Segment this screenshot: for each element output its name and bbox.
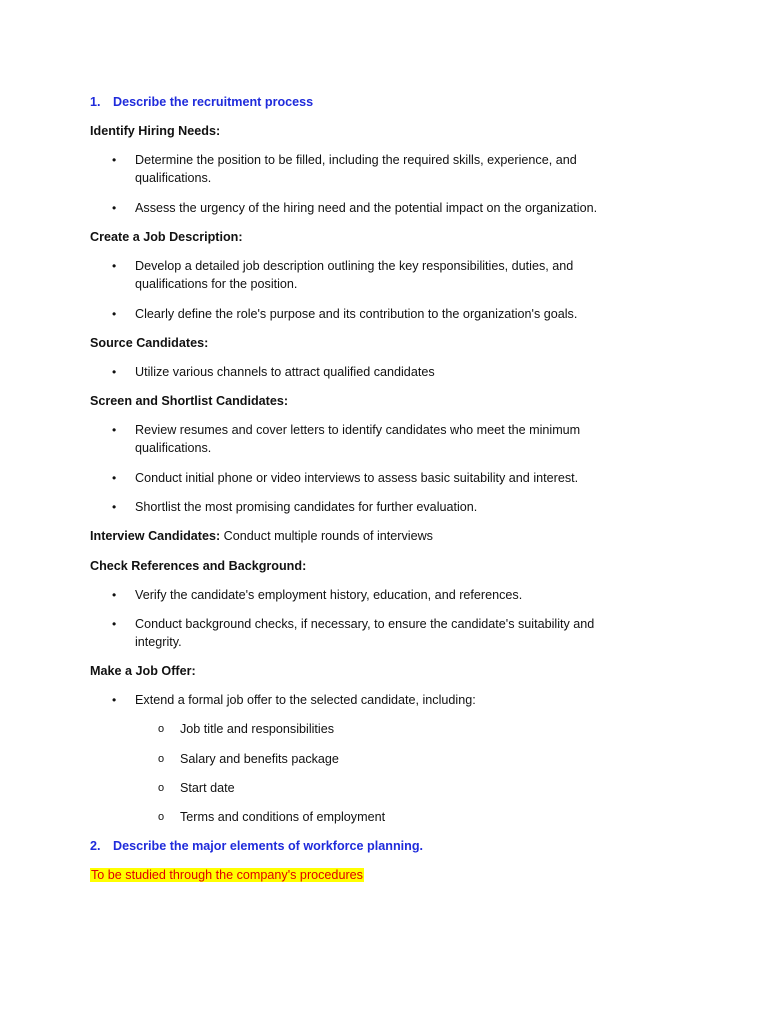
sub-list-item-text: Salary and benefits package bbox=[180, 752, 339, 766]
list-item-text: Verify the candidate's employment history, education, and references. bbox=[135, 588, 523, 602]
list-item-text: Conduct background checks, if necessary, to ensure the candidate's suitability and integrity. bbox=[135, 617, 595, 649]
section-title-hiring-needs: Identify Hiring Needs: bbox=[90, 124, 221, 138]
bullet-icon: • bbox=[112, 259, 117, 273]
section-title-screen-shortlist: Screen and Shortlist Candidates: bbox=[90, 394, 289, 408]
circle-bullet-icon: o bbox=[158, 811, 165, 823]
bullet-icon: • bbox=[112, 588, 117, 602]
sub-list-item-text: Job title and responsibilities bbox=[180, 722, 335, 736]
list-item-text: Determine the position to be filled, including the required skills, experience, and qualifications. bbox=[135, 153, 577, 185]
bullet-icon: • bbox=[112, 201, 117, 215]
section-title-job-offer: Make a Job Offer: bbox=[90, 664, 196, 678]
highlighted-note: To be studied through the company's procedures bbox=[91, 868, 363, 882]
interview-candidates-line bbox=[90, 527, 433, 545]
bullet-icon: • bbox=[112, 471, 117, 485]
highlighted-note-line bbox=[90, 866, 364, 884]
section-title-check-references: Check References and Background: bbox=[90, 559, 307, 573]
question-1-heading bbox=[90, 93, 313, 111]
section-title-interview-candidates: Interview Candidates: bbox=[90, 529, 221, 543]
question-title: Describe the major elements of workforce planning. bbox=[113, 839, 424, 853]
sub-list-item-text: Terms and conditions of employment bbox=[180, 810, 386, 824]
interview-candidates-text: Conduct multiple rounds of interviews bbox=[220, 529, 433, 543]
section-title-job-description: Create a Job Description: bbox=[90, 230, 243, 244]
list-item-text: Shortlist the most promising candidates for further evaluation. bbox=[135, 500, 478, 514]
bullet-icon: • bbox=[112, 500, 117, 514]
bullet-icon: • bbox=[112, 307, 117, 321]
bullet-icon: • bbox=[112, 617, 117, 631]
section-title-source-candidates: Source Candidates: bbox=[90, 336, 209, 350]
bullet-icon: • bbox=[112, 153, 117, 167]
question-number: 2. bbox=[90, 839, 101, 853]
sub-list-item-text: Start date bbox=[180, 781, 235, 795]
circle-bullet-icon: o bbox=[158, 753, 165, 765]
list-item-text: Extend a formal job offer to the selected candidate, including: bbox=[135, 693, 476, 707]
bullet-icon: • bbox=[112, 423, 117, 437]
question-number: 1. bbox=[90, 95, 101, 109]
list-item-text: Clearly define the role's purpose and its contribution to the organization's goals. bbox=[135, 307, 578, 321]
list-item-text: Assess the urgency of the hiring need and the potential impact on the organization. bbox=[135, 201, 598, 215]
list-item-text: Review resumes and cover letters to identify candidates who meet the minimum qualifications. bbox=[135, 423, 581, 455]
question-2-heading bbox=[90, 837, 423, 855]
question-title: Describe the recruitment process bbox=[113, 95, 314, 109]
circle-bullet-icon: o bbox=[158, 723, 165, 735]
circle-bullet-icon: o bbox=[158, 782, 165, 794]
list-item-text: Develop a detailed job description outlining the key responsibilities, duties, and qualifications for the position. bbox=[135, 259, 574, 291]
list-item-text: Utilize various channels to attract qualified candidates bbox=[135, 365, 435, 379]
bullet-icon: • bbox=[112, 693, 117, 707]
list-item-text: Conduct initial phone or video interviews to assess basic suitability and interest. bbox=[135, 471, 579, 485]
bullet-icon: • bbox=[112, 365, 117, 379]
